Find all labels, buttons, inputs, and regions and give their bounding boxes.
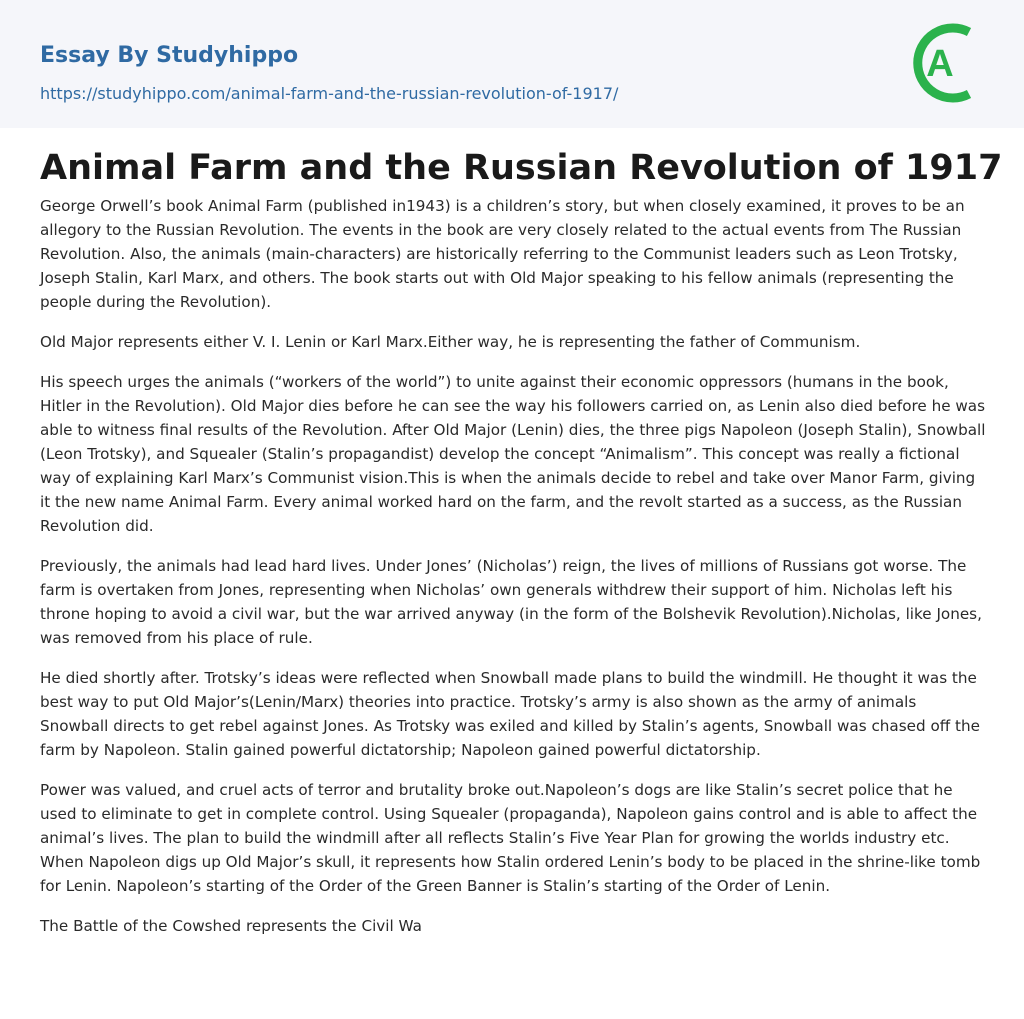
essay-paragraph: He died shortly after. Trotsky’s ideas were reflected when Snowball made plans to build the windmill. He thought it was the best way to put Old Major’s(Lenin/Marx) theories into practice. Trotsky’s army is also shown as the army of animals Snowball directs to get rebel against Jones. As Trotsky was exiled and killed by Stalin’s agents, Snowball was chased off the farm by Napoleon. Stalin gained powerful dictatorship; Napoleon gained powerful dictatorship. (40, 669, 980, 759)
essay-content (40, 146, 1003, 954)
essay-paragraph: George Orwell’s book Animal Farm (published in1943) is a children’s story, but when closely examined, it proves to be an allegory to the Russian Revolution. The events in the book are very closely related to the actual events from The Russian Revolution. Also, the animals (main-characters) are historically referring to the Communist leaders such as Leon Trotsky, Joseph Stalin, Karl Marx, and others. The book starts out with Old Major speaking to his fellow animals (representing the people during the Revolution). (40, 197, 965, 311)
studyhippo-logo-icon[interactable] (909, 18, 989, 108)
essay-paragraph: Power was valued, and cruel acts of terror and brutality broke out.Napoleon’s dogs are like Stalin’s secret police that he used to eliminate to get in complete control. Using Squealer (propaganda), Napoleon gains control and is able to affect the animal’s lives. The plan to build the windmill after all reflects Stalin’s Five Year Plan for growing the worlds industry etc. When Napoleon digs up Old Major’s skull, it represents how Stalin ordered Lenin’s body to be placed in the shrine-like tomb for Lenin. Napoleon’s starting of the Order of the Green Banner is Stalin’s starting of the Order of Lenin. (40, 781, 981, 895)
essay-paragraph: The Battle of the Cowshed represents the Civil Wa (40, 917, 422, 935)
essay-paragraph: Previously, the animals had lead hard lives. Under Jones’ (Nicholas’) reign, the lives of millions of Russians got worse. The farm is overtaken from Jones, representing when Nicholas’ own generals withdrew their support of him. Nicholas left his throne hoping to avoid a civil war, but the war arrived anyway (in the form of the Bolshevik Revolution).Nicholas, like Jones, was removed from his place of rule. (40, 557, 982, 647)
site-header (0, 0, 1024, 128)
site-title[interactable]: Essay By Studyhippo (40, 43, 299, 68)
essay-paragraph: Old Major represents either V. I. Lenin or Karl Marx.Either way, he is representing the father of Communism. (40, 333, 861, 351)
logo-letter: A (926, 43, 954, 85)
essay-url-link[interactable]: https://studyhippo.com/animal-farm-and-the-russian-revolution-of-1917/ (40, 84, 619, 103)
essay-title: Animal Farm and the Russian Revolution of 1917 (40, 148, 1003, 188)
essay-paragraph: His speech urges the animals (“workers of the world”) to unite against their economic oppressors (humans in the book, Hitler in the Revolution). Old Major dies before he can see the way his followers carried on, as Lenin also died before he was able to witness final results of the Revolution. After Old Major (Lenin) dies, the three pigs Napoleon (Joseph Stalin), Snowball (Leon Trotsky), and Squealer (Stalin’s propagandist) develop the concept “Animalism”. This concept was really a fictional way of explaining Karl Marx’s Communist vision.This is when the animals decide to rebel and take over Manor Farm, giving it the new name Animal Farm. Every animal worked hard on the farm, and the revolt started as a success, as the Russian Revolution did. (40, 373, 986, 535)
